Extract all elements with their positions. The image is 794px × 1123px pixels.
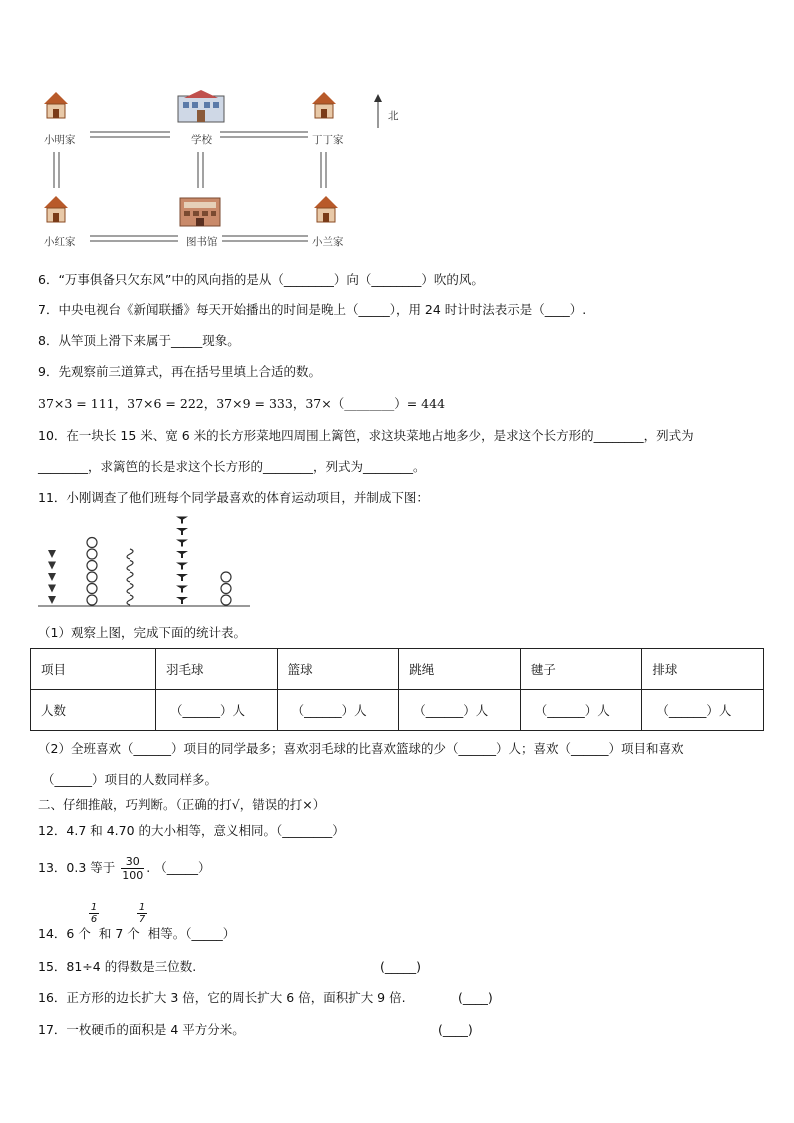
jianzi-icon: [176, 597, 188, 604]
question-17: [38, 1022, 245, 1038]
fraction-denominator: 100: [122, 869, 144, 882]
question-text: 相等。（_____）: [147, 926, 236, 941]
direction-map: [30, 84, 430, 254]
jump-rope-icon: [127, 595, 133, 605]
jianzi-icon: [176, 586, 188, 593]
question-text: 从竿顶上滑下来属于_____现象。: [58, 333, 240, 348]
fraction-one-sixth: [89, 902, 99, 925]
question-9: [38, 364, 321, 380]
house-icon: [44, 92, 68, 118]
question-10-line2: ________，求篱笆的长是求这个长方形的________，列式为________。: [38, 459, 426, 474]
jump-rope-icon: [127, 584, 133, 594]
table-cell-blank[interactable]: （______）人: [642, 690, 764, 731]
question-text: 和 7 个: [98, 926, 140, 941]
pictograph-column-5: [221, 572, 231, 605]
jianzi-icon: [176, 528, 188, 535]
fraction-denominator: 7: [138, 914, 146, 925]
question-text: . （_____）: [146, 860, 211, 875]
question-number: 16．: [38, 990, 67, 1005]
question-6: [38, 272, 484, 288]
question-text: 先观察前三道算式，再在括号里填上合适的数。: [58, 364, 321, 379]
question-13: [38, 850, 210, 886]
volleyball-icon: [221, 572, 231, 582]
house-icon: [44, 196, 68, 222]
table-cell-blank[interactable]: （______）人: [156, 690, 278, 731]
question-11: [38, 490, 429, 506]
basketball-icon: [87, 595, 97, 605]
shuttlecock-icon: [48, 562, 56, 570]
pictograph-column-4: [176, 517, 188, 605]
fraction-numerator: 30: [121, 855, 144, 869]
question-number: 11．: [38, 490, 67, 505]
section-title: 二、仔细推敲，巧判断。（正确的打√，错误的打×）: [38, 797, 326, 812]
basketball-icon: [87, 561, 97, 571]
question-number: 14．: [38, 926, 67, 941]
table-cell: 羽毛球: [156, 649, 278, 690]
table-cell: 毽子: [520, 649, 642, 690]
table-cell-blank[interactable]: （______）人: [520, 690, 642, 731]
question-14: [38, 926, 235, 942]
answer-blank[interactable]: (_____): [380, 959, 422, 974]
map-label-library: 图书馆: [186, 236, 218, 248]
question-number: 12．: [38, 823, 67, 838]
north-arrow-icon: [374, 94, 382, 128]
question-text: 中央电视台《新闻联播》每天开始播出的时间是晚上（_____），用 24 时计时法表示是（____）.: [58, 302, 587, 317]
map-label-xiaoming: 小明家: [44, 134, 76, 146]
north-label: 北: [388, 110, 399, 122]
pictograph-column-1: [48, 550, 56, 604]
shuttlecock-icon: [48, 550, 56, 558]
map-label-xiaolan: 小兰家: [312, 236, 344, 248]
question-text: 一枚硬币的面积是 4 平方分米。: [66, 1022, 245, 1037]
question-7: [38, 302, 586, 318]
table-cell-blank[interactable]: （______）人: [277, 690, 399, 731]
jump-rope-icon: [127, 572, 133, 582]
answer-blank[interactable]: (____): [438, 1022, 473, 1037]
volleyball-icon: [221, 595, 231, 605]
basketball-icon: [87, 538, 97, 548]
question-8: [38, 333, 240, 349]
table-cell: 篮球: [277, 649, 399, 690]
question-text: 小刚调查了他们班每个同学最喜欢的体育运动项目，并制成下图：: [66, 490, 429, 505]
volleyball-icon: [221, 584, 231, 594]
question-9-formula: 37×3 = 111，37×6 = 222，37×9 = 333，37×（________）= 444: [38, 396, 446, 411]
question-number: 8．: [38, 333, 59, 348]
question-10: [38, 428, 694, 444]
map-label-school: 学校: [191, 134, 212, 146]
jianzi-icon: [176, 574, 188, 581]
table-row: [31, 690, 764, 731]
fraction-numerator: 1: [90, 902, 98, 913]
table-cell: 项目: [31, 649, 156, 690]
library-icon: [180, 198, 220, 226]
house-icon: [314, 196, 338, 222]
jianzi-icon: [176, 563, 188, 570]
table-cell: 跳绳: [399, 649, 521, 690]
school-icon: [178, 90, 224, 122]
question-number: 6．: [38, 272, 59, 287]
jianzi-icon: [176, 517, 188, 524]
question-text: 0.3 等于: [66, 860, 116, 875]
question-number: 10．: [38, 428, 67, 443]
question-text: 正方形的边长扩大 3 倍，它的周长扩大 6 倍，面积扩大 9 倍.: [66, 990, 406, 1005]
fraction-one-seventh: [137, 902, 147, 925]
basketball-icon: [87, 584, 97, 594]
pictograph-column-3: [127, 549, 133, 605]
shuttlecock-icon: [48, 585, 56, 593]
question-text: 在一块长 15 米、宽 6 米的长方形菜地四周围上篱笆，求这块菜地占地多少，是求这个长方形的________，列式为: [66, 428, 694, 443]
table-cell: 排球: [642, 649, 764, 690]
question-11-sub2: （2）全班喜欢（______）项目的同学最多；喜欢羽毛球的比喜欢篮球的少（______）人；喜欢（______）项目和喜欢: [38, 741, 684, 756]
question-text: 4.7 和 4.70 的大小相等，意义相同。（________）: [66, 823, 345, 838]
shuttlecock-icon: [48, 573, 56, 581]
table-cell: 人数: [31, 690, 156, 731]
question-number: 15．: [38, 959, 67, 974]
question-text: 6 个: [66, 926, 91, 941]
table-cell-blank[interactable]: （______）人: [399, 690, 521, 731]
shuttlecock-icon: [48, 596, 56, 604]
question-number: 17．: [38, 1022, 67, 1037]
jianzi-icon: [176, 540, 188, 547]
fraction: [121, 855, 144, 882]
jianzi-icon: [176, 551, 188, 558]
question-11-sub2-line2: （______）项目的人数同样多。: [42, 772, 218, 787]
question-number: 7．: [38, 302, 59, 317]
question-16: [38, 990, 406, 1006]
question-text: 81÷4 的得数是三位数.: [66, 959, 197, 974]
table-header-row: [31, 649, 764, 690]
fraction-denominator: 6: [90, 914, 98, 925]
question-12: [38, 823, 345, 839]
question-15: [38, 959, 196, 975]
question-text: “万事俱备只欠东风”中的风向指的是从（________）向（________）吹的风。: [58, 272, 484, 287]
pictograph-chart: [36, 512, 256, 612]
basketball-icon: [87, 572, 97, 582]
fraction-numerator: 1: [138, 902, 146, 913]
statistics-table: [30, 648, 764, 731]
answer-blank[interactable]: (____): [458, 990, 493, 1005]
basketball-icon: [87, 549, 97, 559]
question-number: 9．: [38, 364, 59, 379]
question-number: 13．: [38, 860, 67, 875]
house-icon: [312, 92, 336, 118]
map-label-dingding: 丁丁家: [312, 134, 344, 146]
map-label-xiaohong: 小红家: [44, 236, 76, 248]
jump-rope-icon: [127, 561, 133, 571]
question-11-sub1: （1）观察上图，完成下面的统计表。: [38, 625, 246, 640]
jump-rope-icon: [127, 549, 133, 559]
pictograph-column-2: [87, 538, 97, 606]
